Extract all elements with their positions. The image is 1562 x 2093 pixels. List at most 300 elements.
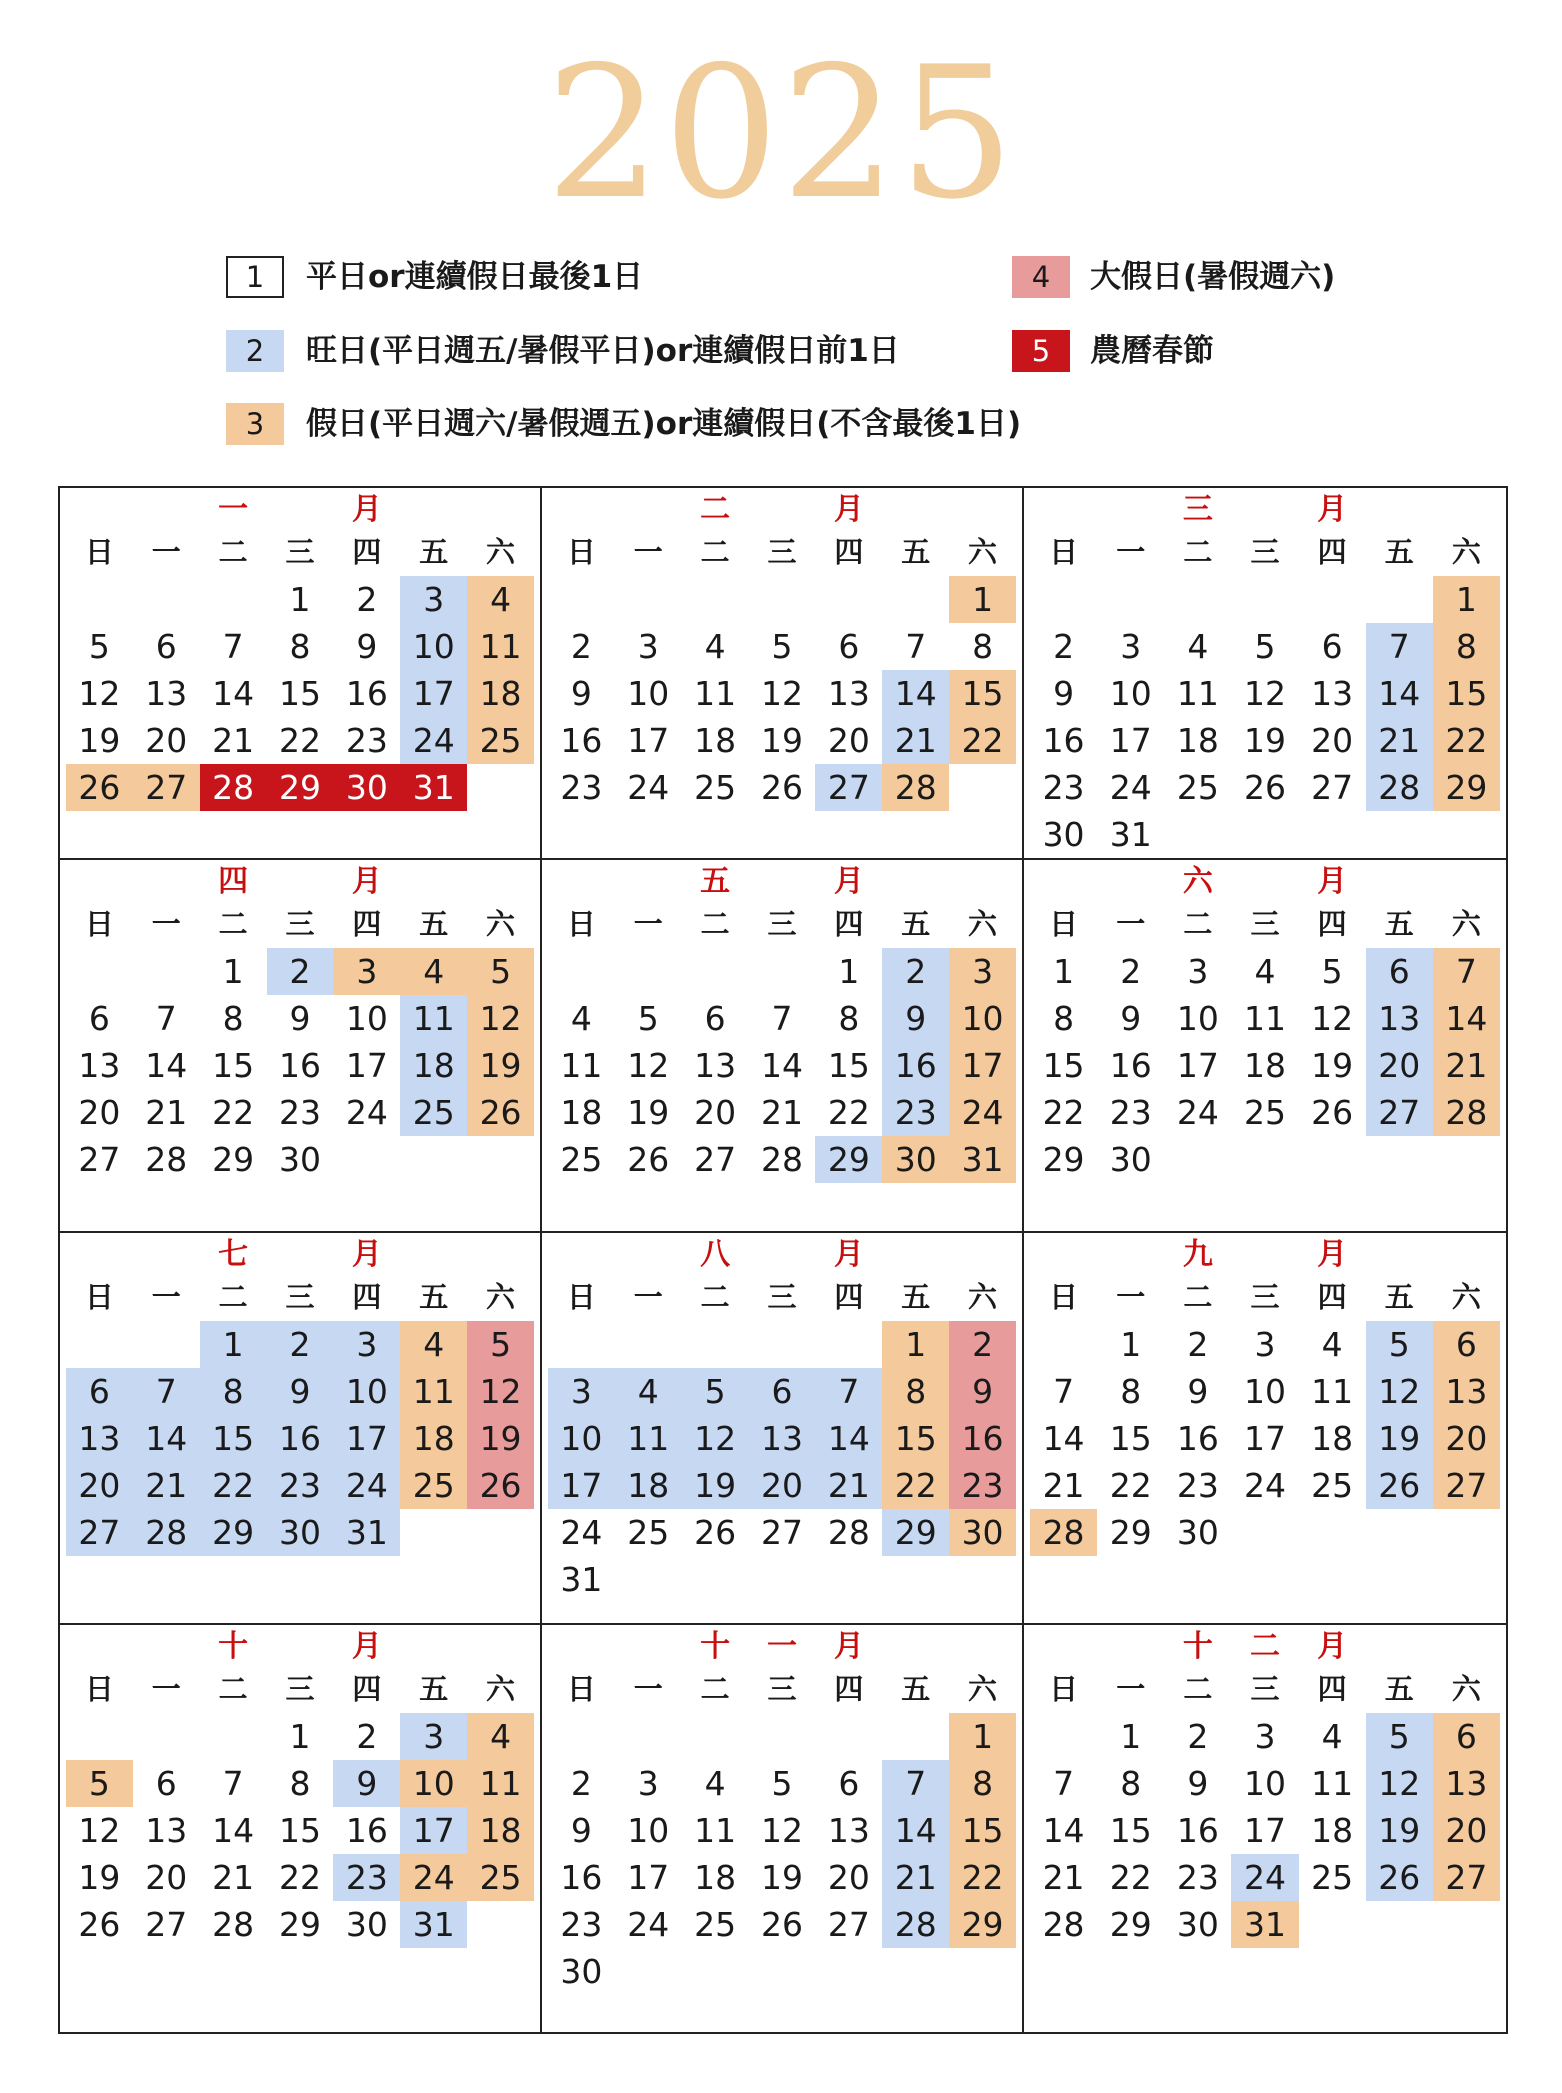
day-cell: 9 <box>333 1760 400 1807</box>
day-cell: 25 <box>1311 1466 1354 1505</box>
day-cell: 9 <box>267 1368 334 1415</box>
month-name-spacer <box>615 492 682 528</box>
weekday-label: 日 <box>84 1672 114 1706</box>
day-cell: 17 <box>627 721 670 760</box>
empty-cell <box>615 1713 682 1760</box>
day-cell: 5 <box>66 1760 133 1807</box>
day-cell: 21 <box>815 1462 882 1509</box>
day-cell: 24 <box>400 1854 467 1901</box>
day-cell: 16 <box>1109 1046 1152 1085</box>
empty-cell <box>66 1713 133 1760</box>
weekday-label: 日 <box>566 1672 596 1706</box>
month-name <box>542 1237 1022 1273</box>
weekday-label: 二 <box>700 907 730 941</box>
day-cell: 29 <box>1433 764 1500 811</box>
day-cell: 23 <box>560 1905 603 1944</box>
month-name-char: 十 <box>218 1629 249 1664</box>
day-cell: 25 <box>400 1089 467 1136</box>
day-cell: 11 <box>400 1368 467 1415</box>
weekday-label: 四 <box>352 1280 382 1314</box>
day-cell: 1 <box>200 1321 267 1368</box>
weekday-label: 六 <box>486 535 516 569</box>
weekday-label: 一 <box>151 907 181 941</box>
day-cell: 17 <box>1243 1811 1286 1850</box>
day-cell: 8 <box>1053 999 1075 1038</box>
day-cell: 16 <box>1042 721 1085 760</box>
day-cell: 26 <box>760 768 803 807</box>
day-cell: 7 <box>222 627 244 666</box>
month-block <box>60 488 542 860</box>
month-name-char: 月 <box>1317 864 1348 899</box>
day-cell: 10 <box>949 995 1016 1042</box>
day-cell: 24 <box>400 717 467 764</box>
day-cell: 8 <box>1120 1372 1142 1411</box>
legend-swatch-4: 4 <box>1012 256 1070 298</box>
day-cell: 2 <box>570 627 592 666</box>
weekday-label: 六 <box>968 1280 998 1314</box>
day-cell: 7 <box>1433 948 1500 995</box>
day-cell: 4 <box>704 627 726 666</box>
legend-item-2 <box>226 330 1026 376</box>
day-cell: 4 <box>467 1713 534 1760</box>
month-name-char: 二 <box>1249 1629 1280 1664</box>
day-cell: 10 <box>548 1415 615 1462</box>
month-name <box>1024 492 1506 528</box>
day-cell: 12 <box>467 995 534 1042</box>
legend-swatch-5: 5 <box>1012 330 1070 372</box>
day-cell: 17 <box>345 1046 388 1085</box>
weekday-label: 日 <box>566 1280 596 1314</box>
day-cell: 21 <box>882 717 949 764</box>
day-cell: 29 <box>1109 1905 1152 1944</box>
day-cell: 26 <box>1311 1093 1354 1132</box>
day-cell: 30 <box>949 1509 1016 1556</box>
empty-cell <box>133 948 200 995</box>
day-cell: 10 <box>400 1760 467 1807</box>
weekday-label: 日 <box>566 907 596 941</box>
month-name-char: 一 <box>766 1629 797 1664</box>
day-cell: 10 <box>333 1368 400 1415</box>
month-name <box>1024 1629 1506 1665</box>
day-cell: 24 <box>627 1905 670 1944</box>
day-cell: 8 <box>289 627 311 666</box>
day-cell: 21 <box>882 1854 949 1901</box>
day-cell: 26 <box>1243 768 1286 807</box>
empty-cell <box>1164 576 1231 623</box>
month-name-char: 五 <box>700 864 731 899</box>
day-cell: 22 <box>949 717 1016 764</box>
day-cell: 30 <box>345 1905 388 1944</box>
day-cell: 6 <box>1321 627 1343 666</box>
weekday-label: 三 <box>1250 1672 1280 1706</box>
day-cell: 26 <box>1366 1462 1433 1509</box>
day-cell: 27 <box>1366 1089 1433 1136</box>
weekday-label: 日 <box>566 535 596 569</box>
weekday-label: 一 <box>1116 1672 1146 1706</box>
weekday-label: 四 <box>352 535 382 569</box>
legend-item-1 <box>226 256 826 302</box>
day-cell: 13 <box>694 1046 737 1085</box>
day-cell: 23 <box>1176 1858 1219 1897</box>
day-cell: 27 <box>133 764 200 811</box>
month-name-spacer <box>548 1237 615 1273</box>
month-name-spacer <box>749 1237 816 1273</box>
month-name-spacer <box>267 1629 334 1665</box>
empty-cell <box>1299 576 1366 623</box>
day-cell: 20 <box>1366 1042 1433 1089</box>
day-cell: 12 <box>682 1415 749 1462</box>
day-cell: 3 <box>333 1321 400 1368</box>
day-cell: 28 <box>1042 1905 1085 1944</box>
day-cell: 23 <box>345 721 388 760</box>
day-cell: 4 <box>704 1764 726 1803</box>
day-cell: 13 <box>827 1811 870 1850</box>
month-name-char: 二 <box>700 492 731 527</box>
day-cell: 16 <box>560 721 603 760</box>
day-cell: 18 <box>467 670 534 717</box>
day-cell: 3 <box>1120 627 1142 666</box>
day-cell: 10 <box>627 674 670 713</box>
day-cell: 21 <box>133 1462 200 1509</box>
day-cell: 23 <box>560 768 603 807</box>
month-name-spacer <box>400 1237 467 1273</box>
weekday-label: 一 <box>1116 1280 1146 1314</box>
weekday-label: 六 <box>1451 1672 1481 1706</box>
weekday-label: 一 <box>633 535 663 569</box>
month-name-spacer <box>1366 492 1433 528</box>
day-cell: 12 <box>760 1811 803 1850</box>
empty-cell <box>615 948 682 995</box>
day-cell: 28 <box>760 1140 803 1179</box>
day-cell: 1 <box>1120 1717 1142 1756</box>
month-name-spacer <box>749 492 816 528</box>
day-cell: 11 <box>1311 1372 1354 1411</box>
month-name-spacer <box>882 864 949 900</box>
month-name-spacer <box>1433 492 1500 528</box>
empty-cell <box>749 576 816 623</box>
day-cell: 24 <box>345 1093 388 1132</box>
day-cell: 18 <box>400 1042 467 1089</box>
weekday-label: 四 <box>1317 1280 1347 1314</box>
day-cell: 4 <box>400 948 467 995</box>
day-cell: 4 <box>1321 1717 1343 1756</box>
day-cell: 10 <box>1243 1764 1286 1803</box>
day-cell: 28 <box>1366 764 1433 811</box>
day-cell: 30 <box>1176 1905 1219 1944</box>
month-name-char: 月 <box>833 1629 864 1664</box>
day-cell: 5 <box>467 948 534 995</box>
day-cell: 12 <box>1243 674 1286 713</box>
day-cell: 18 <box>615 1462 682 1509</box>
day-cell: 19 <box>467 1042 534 1089</box>
day-grid <box>60 576 540 811</box>
day-cell: 15 <box>278 1811 321 1850</box>
day-cell: 19 <box>1311 1046 1354 1085</box>
day-cell: 11 <box>1311 1764 1354 1803</box>
day-cell: 26 <box>66 764 133 811</box>
day-cell: 28 <box>133 1509 200 1556</box>
empty-cell <box>1030 576 1097 623</box>
day-cell: 17 <box>627 1858 670 1897</box>
day-cell: 19 <box>760 721 803 760</box>
day-cell: 10 <box>400 623 467 670</box>
weekday-header <box>542 1277 1022 1317</box>
day-cell: 24 <box>1243 1466 1286 1505</box>
weekday-label: 四 <box>834 907 864 941</box>
day-cell: 10 <box>627 1811 670 1850</box>
month-name-spacer <box>1030 1629 1097 1665</box>
month-name-spacer <box>1030 864 1097 900</box>
empty-cell <box>548 1321 615 1368</box>
weekday-label: 日 <box>1049 535 1079 569</box>
day-cell: 23 <box>949 1462 1016 1509</box>
day-cell: 12 <box>1311 999 1354 1038</box>
weekday-label: 四 <box>1317 1672 1347 1706</box>
day-cell: 3 <box>400 1713 467 1760</box>
day-cell: 2 <box>1120 952 1142 991</box>
empty-cell <box>1231 576 1298 623</box>
day-cell: 26 <box>467 1462 534 1509</box>
empty-cell <box>548 1713 615 1760</box>
day-cell: 17 <box>400 1807 467 1854</box>
weekday-label: 六 <box>1451 1280 1481 1314</box>
month-name-spacer <box>66 492 133 528</box>
day-grid <box>60 1713 540 1948</box>
day-cell: 27 <box>66 1509 133 1556</box>
day-cell: 31 <box>560 1560 603 1599</box>
day-cell: 29 <box>1042 1140 1085 1179</box>
day-cell: 21 <box>212 1858 255 1897</box>
weekday-label: 三 <box>767 907 797 941</box>
empty-cell <box>1097 576 1164 623</box>
day-cell: 20 <box>145 1858 188 1897</box>
weekday-label: 五 <box>419 1280 449 1314</box>
day-cell: 20 <box>694 1093 737 1132</box>
day-cell: 22 <box>827 1093 870 1132</box>
day-cell: 25 <box>400 1462 467 1509</box>
legend-label-1: 平日or連續假日最後1日 <box>306 259 644 295</box>
day-cell: 22 <box>1042 1093 1085 1132</box>
day-cell: 31 <box>400 764 467 811</box>
day-cell: 12 <box>1366 1368 1433 1415</box>
day-cell: 16 <box>1176 1811 1219 1850</box>
weekday-label: 一 <box>1116 907 1146 941</box>
day-cell: 2 <box>267 1321 334 1368</box>
month-name-spacer <box>133 864 200 900</box>
day-cell: 22 <box>882 1462 949 1509</box>
day-cell: 27 <box>1311 768 1354 807</box>
legend-swatch-3: 3 <box>226 403 284 445</box>
day-cell: 5 <box>637 999 659 1038</box>
day-cell: 14 <box>1366 670 1433 717</box>
day-cell: 6 <box>838 1764 860 1803</box>
legend-label-3: 假日(平日週六/暑假週五)or連續假日(不含最後1日) <box>306 406 1022 442</box>
month-name-char: 一 <box>218 492 249 527</box>
day-cell: 4 <box>1187 627 1209 666</box>
month-name-char: 九 <box>1182 1237 1213 1272</box>
day-cell: 6 <box>1433 1713 1500 1760</box>
day-cell: 7 <box>815 1368 882 1415</box>
day-cell: 26 <box>78 1905 121 1944</box>
day-cell: 22 <box>949 1854 1016 1901</box>
weekday-label: 三 <box>1250 907 1280 941</box>
month-name-spacer <box>400 492 467 528</box>
day-cell: 29 <box>815 1136 882 1183</box>
day-cell: 13 <box>827 674 870 713</box>
day-cell: 31 <box>1109 815 1152 854</box>
day-cell: 16 <box>345 674 388 713</box>
day-cell: 13 <box>145 674 188 713</box>
day-cell: 6 <box>155 627 177 666</box>
month-name-char: 四 <box>218 864 249 899</box>
day-cell: 14 <box>145 1046 188 1085</box>
month-name-spacer <box>1030 492 1097 528</box>
day-cell: 9 <box>949 1368 1016 1415</box>
day-cell: 24 <box>627 768 670 807</box>
day-cell: 12 <box>467 1368 534 1415</box>
month-name-char: 六 <box>1182 864 1213 899</box>
day-grid <box>60 1321 540 1556</box>
day-cell: 2 <box>1187 1325 1209 1364</box>
month-name-spacer <box>267 1237 334 1273</box>
day-cell: 29 <box>949 1901 1016 1948</box>
month-name-char: 月 <box>1317 492 1348 527</box>
day-cell: 14 <box>212 1811 255 1850</box>
weekday-label: 四 <box>1317 907 1347 941</box>
day-cell: 9 <box>570 1811 592 1850</box>
month-block <box>542 488 1024 860</box>
day-cell: 7 <box>1053 1764 1075 1803</box>
day-cell: 5 <box>771 627 793 666</box>
day-cell: 9 <box>1053 674 1075 713</box>
day-cell: 24 <box>1176 1093 1219 1132</box>
day-cell: 11 <box>694 674 737 713</box>
month-block <box>60 1233 542 1625</box>
day-cell: 21 <box>145 1093 188 1132</box>
empty-cell <box>882 576 949 623</box>
day-cell: 15 <box>949 670 1016 717</box>
day-cell: 7 <box>905 627 927 666</box>
empty-cell <box>615 1321 682 1368</box>
day-cell: 12 <box>1366 1760 1433 1807</box>
day-cell: 9 <box>1187 1372 1209 1411</box>
legend-label-4: 大假日(暑假週六) <box>1090 259 1336 295</box>
day-cell: 7 <box>155 999 177 1038</box>
day-cell: 11 <box>467 623 534 670</box>
month-name-spacer <box>467 492 534 528</box>
day-cell: 18 <box>560 1093 603 1132</box>
day-cell: 9 <box>356 627 378 666</box>
day-cell: 14 <box>882 670 949 717</box>
day-cell: 28 <box>827 1513 870 1552</box>
weekday-label: 六 <box>486 1280 516 1314</box>
weekday-label: 三 <box>767 1672 797 1706</box>
weekday-label: 五 <box>419 1672 449 1706</box>
day-cell: 6 <box>1366 948 1433 995</box>
day-cell: 4 <box>1254 952 1276 991</box>
day-cell: 20 <box>1433 1807 1500 1854</box>
day-cell: 21 <box>1433 1042 1500 1089</box>
day-cell: 7 <box>882 1760 949 1807</box>
legend-item-4 <box>1012 256 1462 302</box>
day-cell: 17 <box>1109 721 1152 760</box>
day-cell: 31 <box>1231 1901 1298 1948</box>
day-cell: 18 <box>1176 721 1219 760</box>
weekday-header <box>542 1669 1022 1709</box>
day-cell: 5 <box>467 1321 534 1368</box>
day-cell: 27 <box>694 1140 737 1179</box>
day-cell: 17 <box>333 1415 400 1462</box>
month-name <box>542 492 1022 528</box>
day-cell: 21 <box>1042 1858 1085 1897</box>
month-name-spacer <box>1366 1237 1433 1273</box>
day-cell: 15 <box>1109 1811 1152 1850</box>
month-name-spacer <box>467 864 534 900</box>
day-cell: 14 <box>212 674 255 713</box>
day-cell: 28 <box>145 1140 188 1179</box>
day-cell: 27 <box>78 1140 121 1179</box>
day-cell: 8 <box>838 999 860 1038</box>
empty-cell <box>815 1713 882 1760</box>
day-cell: 5 <box>1366 1321 1433 1368</box>
day-cell: 15 <box>1433 670 1500 717</box>
day-cell: 20 <box>78 1093 121 1132</box>
day-cell: 5 <box>1321 952 1343 991</box>
day-cell: 8 <box>289 1764 311 1803</box>
day-cell: 15 <box>278 674 321 713</box>
day-cell: 24 <box>1231 1854 1298 1901</box>
month-name-spacer <box>66 864 133 900</box>
day-cell: 24 <box>560 1513 603 1552</box>
day-grid <box>542 576 1022 811</box>
weekday-label: 三 <box>285 535 315 569</box>
day-cell: 22 <box>1109 1466 1152 1505</box>
day-cell: 2 <box>882 948 949 995</box>
day-cell: 13 <box>1311 674 1354 713</box>
empty-cell <box>548 576 615 623</box>
empty-cell <box>1030 1713 1097 1760</box>
weekday-label: 五 <box>419 535 449 569</box>
month-name-char: 月 <box>833 1237 864 1272</box>
day-cell: 15 <box>882 1415 949 1462</box>
day-cell: 9 <box>289 999 311 1038</box>
day-cell: 25 <box>1176 768 1219 807</box>
day-cell: 22 <box>278 1858 321 1897</box>
weekday-label: 五 <box>1384 535 1414 569</box>
weekday-header <box>60 532 540 572</box>
day-cell: 5 <box>682 1368 749 1415</box>
month-name-spacer <box>1097 1629 1164 1665</box>
weekday-label: 三 <box>767 1280 797 1314</box>
weekday-label: 一 <box>151 1280 181 1314</box>
day-cell: 24 <box>949 1089 1016 1136</box>
empty-cell <box>66 948 133 995</box>
weekday-label: 五 <box>901 1280 931 1314</box>
day-cell: 5 <box>88 627 110 666</box>
month-name-spacer <box>1231 1237 1298 1273</box>
day-grid <box>542 1321 1022 1603</box>
day-cell: 19 <box>467 1415 534 1462</box>
day-cell: 2 <box>570 1764 592 1803</box>
empty-cell <box>200 1713 267 1760</box>
weekday-label: 日 <box>84 1280 114 1314</box>
day-grid <box>542 948 1022 1183</box>
day-cell: 14 <box>882 1807 949 1854</box>
day-cell: 14 <box>815 1415 882 1462</box>
day-cell: 1 <box>222 952 244 991</box>
day-cell: 25 <box>467 1854 534 1901</box>
month-name-char: 月 <box>833 492 864 527</box>
